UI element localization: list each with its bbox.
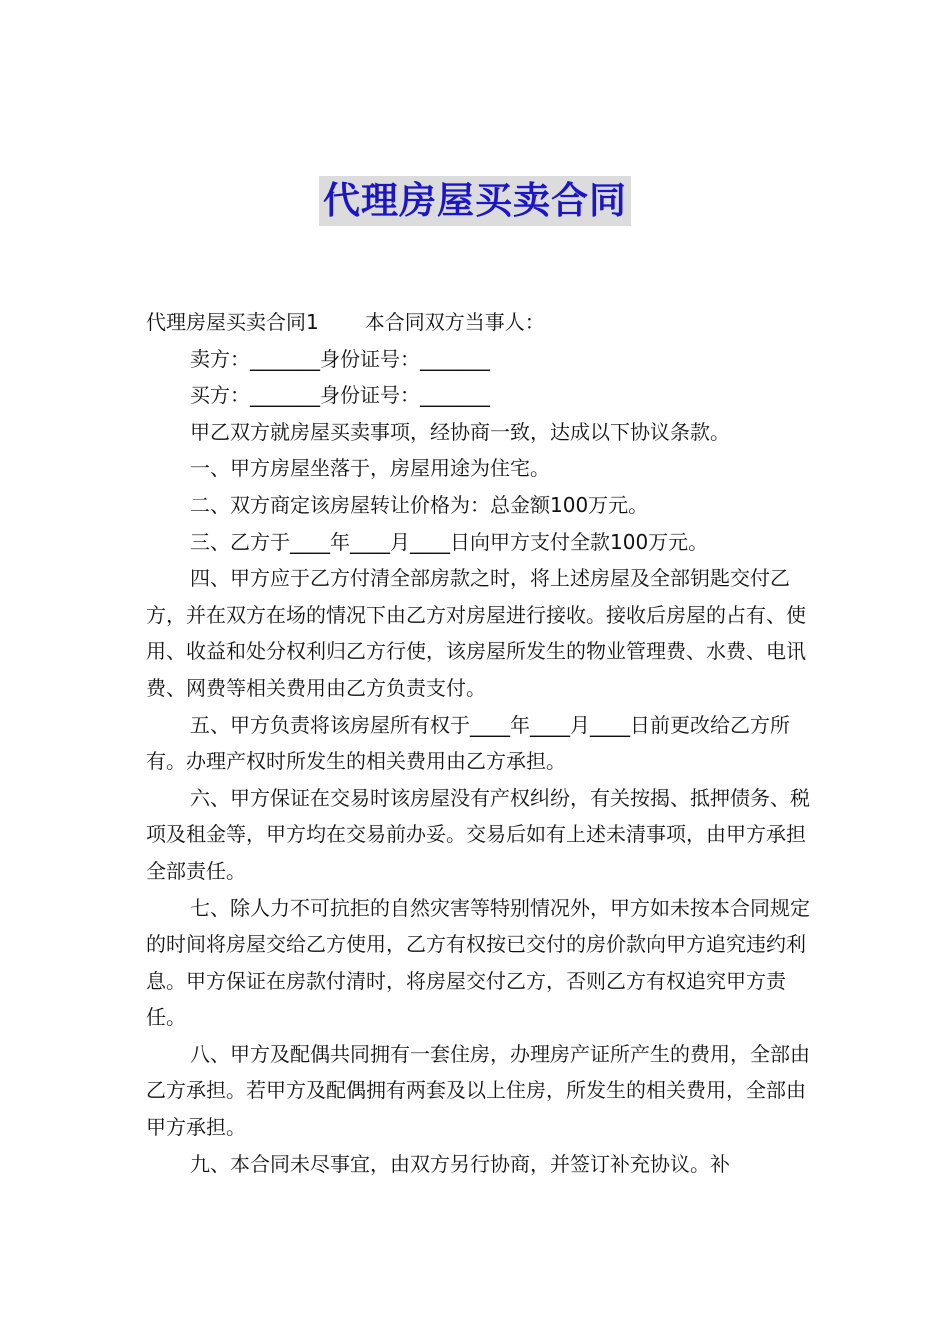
- buyer-line: 买方：_______身份证号：_______: [190, 383, 490, 408]
- clause-4: 四、甲方应于乙方付清全部房款之时，将上述房屋及全部钥匙交付乙方，并在双方在场的情况下由乙方对房屋进行接收。接收后房屋的占有、使用、收益和处分权利归乙方行使，该房屋所发生的物业管理费、水费、电讯费、网费等相关费用由乙方负责支付。: [146, 566, 806, 700]
- clause-9: 九、本合同未尽事宜，由双方另行协商，并签订补充协议。补: [190, 1151, 730, 1176]
- paragraph-agreement: 甲乙双方就房屋买卖事项，经协商一致，达成以下协议条款。: [190, 419, 730, 444]
- seller-line: 卖方：_______身份证号：_______: [190, 346, 490, 371]
- clause-1: 一、甲方房屋坐落于，房屋用途为住宅。: [190, 456, 550, 481]
- intro-parties-label: 本合同双方当事人：: [364, 310, 545, 334]
- intro-line: [146, 304, 810, 341]
- clause-6: 六、甲方保证在交易时该房屋没有产权纠纷，有关按揭、抵押债务、税项及租金等，甲方均在交易前办妥。交易后如有上述未清事项，由甲方承担全部责任。: [146, 785, 810, 883]
- intro-contract-name: 代理房屋买卖合同1: [146, 310, 319, 334]
- document-body: [146, 304, 810, 1182]
- clause-7: 七、除人力不可抗拒的自然灾害等特别情况外，甲方如未按本合同规定的时间将房屋交给乙方使用，乙方有权按已交付的房价款向甲方追究违约利息。甲方保证在房款付清时，将房屋交付乙方，否则乙方有权追究甲方责任。: [146, 895, 810, 1030]
- title-area: [0, 176, 950, 226]
- clause-2: 二、双方商定该房屋转让价格为：总金额100万元。: [190, 492, 649, 517]
- clause-8: 八、甲方及配偶共同拥有一套住房，办理房产证所产生的费用，全部由乙方承担。若甲方及配偶拥有两套及以上住房，所发生的相关费用，全部由甲方承担。: [146, 1041, 810, 1140]
- document-title: 代理房屋买卖合同: [319, 176, 631, 226]
- clause-3: 三、乙方于____年____月____日向甲方支付全款100万元。: [190, 529, 709, 554]
- clause-5: 五、甲方负责将该房屋所有权于____年____月____日前更改给乙方所有。办理产权时所发生的相关费用由乙方承担。: [146, 712, 790, 774]
